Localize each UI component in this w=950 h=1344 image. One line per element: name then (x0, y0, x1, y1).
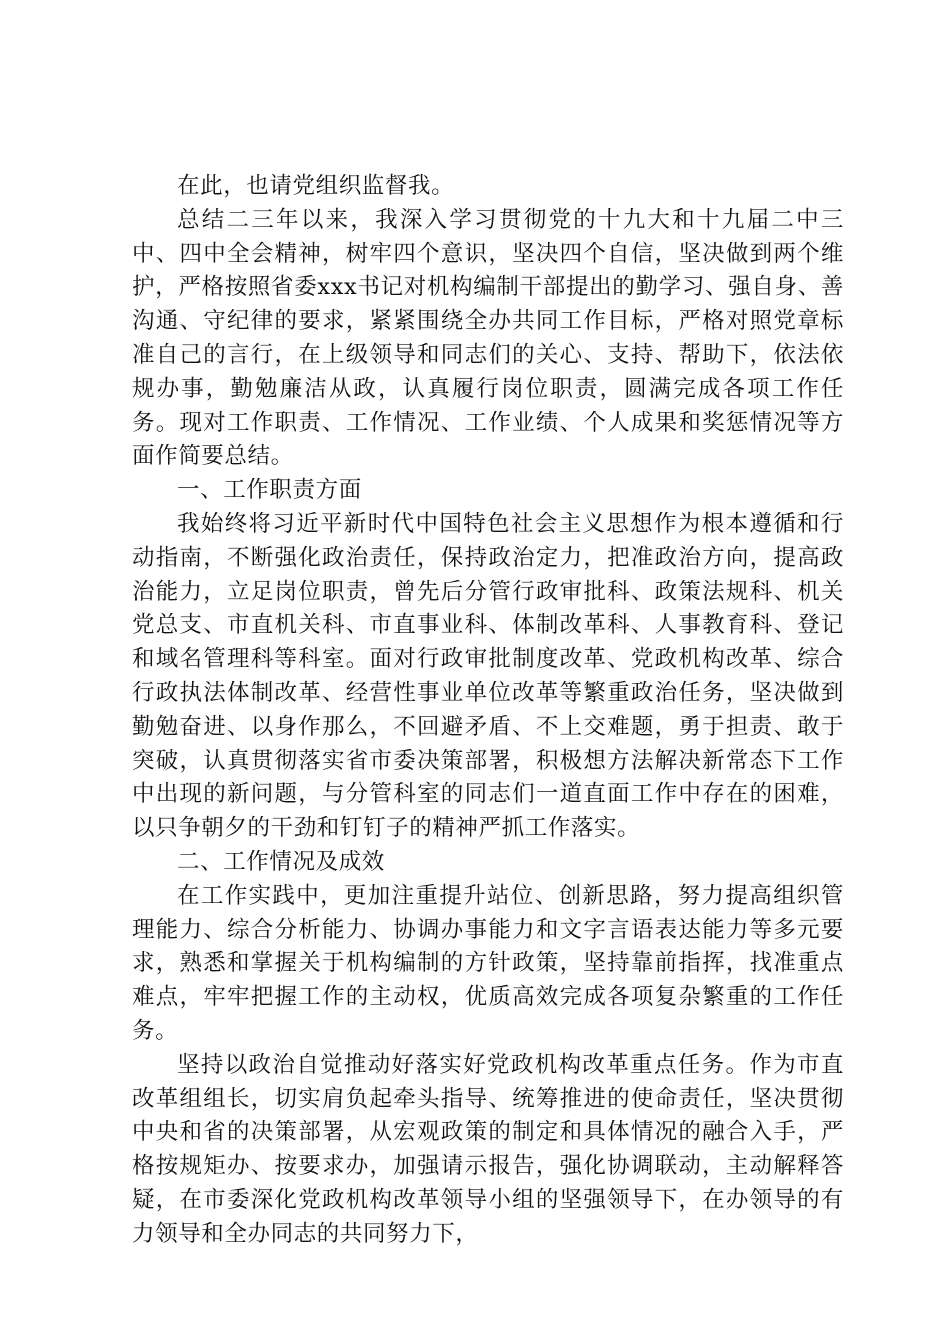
document-body (132, 170, 844, 1252)
heading-work-results: 二、工作情况及成效 (177, 848, 385, 875)
heading-work-duties: 一、工作职责方面 (177, 477, 362, 504)
paragraph-institutional-reform: 坚持以政治自觉推动好落实好党政机构改革重点任务。作为市直改革组组长，切实肩负起牵头指导、统筹推进的使命责任，坚决贯彻中央和省的决策部署，从宏观政策的制定和具体情况的融合入手，严格按规矩办、按要求办，加强请示报告，强化协调联动，主动解释答疑，在市委深化党政机构改革领导小组的坚强领导下，在办领导的有力领导和全办同志的共同努力下， (132, 1051, 844, 1247)
paragraph-supervision: 在此，也请党组织监督我。 (177, 173, 455, 199)
paragraph-work-duties: 我始终将习近平新时代中国特色社会主义思想作为根本遵循和行动指南，不断强化政治责任，保持政治定力，把准政治方向，提高政治能力，立足岗位职责，曾先后分管行政审批科、政策法规科、机关党总支、市直机关科、市直事业科、体制改革科、人事教育科、登记和域名管理科等科室。面对行政审批制度改革、党政机构改革、综合行政执法体制改革、经营性事业单位改革等繁重政治任务，坚决做到勤勉奋进、以身作那么，不回避矛盾、不上交难题，勇于担责、敢于突破，认真贯彻落实省市委决策部署，积极想方法解决新常态下工作中出现的新问题，与分管科室的同志们一道直面工作中存在的困难，以只争朝夕的干劲和钉钉子的精神严抓工作落实。 (132, 510, 844, 842)
paragraph-work-practice: 在工作实践中，更加注重提升站位、创新思路，努力提高组织管理能力、综合分析能力、协调办事能力和文字言语表达能力等多元要求，熟悉和掌握关于机构编制的方针政策，坚持靠前指挥，找准重点难点，牢牢把握工作的主动权，优质高效完成各项复杂繁重的工作任务。 (132, 882, 844, 1044)
paragraph-summary-intro: 总结二三年以来，我深入学习贯彻党的十九大和十九届二中三中、四中全会精神，树牢四个意识，坚决四个自信，坚决做到两个维护，严格按照省委xxx书记对机构编制干部提出的勤学习、强自身、善沟通、守纪律的要求，紧紧围绕全办共同工作目标，严格对照党章标准自己的言行，在上级领导和同志们的关心、支持、帮助下，依法依规办事，勤勉廉洁从政，认真履行岗位职责，圆满完成各项工作任务。现对工作职责、工作情况、工作业绩、个人成果和奖惩情况等方面作简要总结。 (132, 206, 844, 470)
